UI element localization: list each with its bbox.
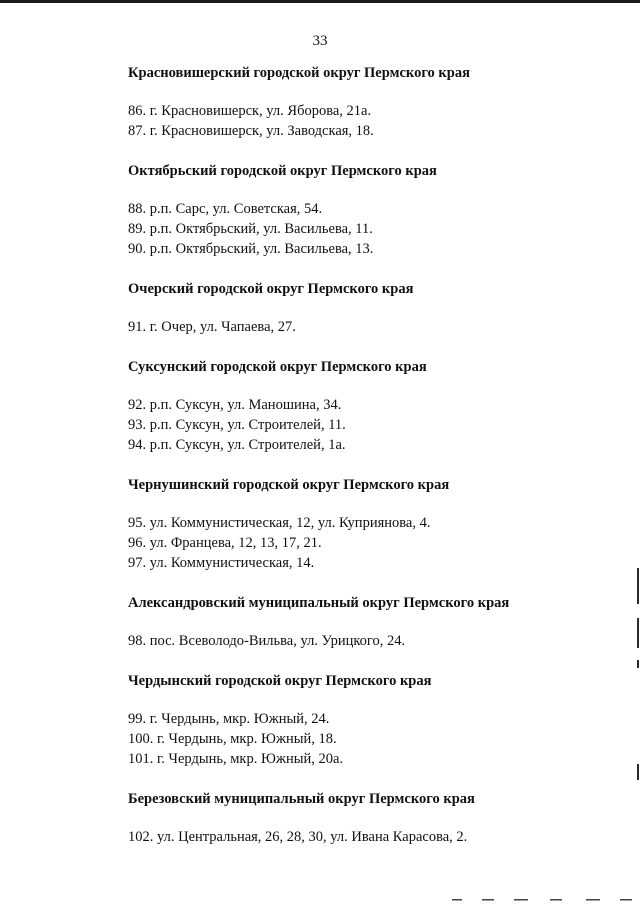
scan-mark [637, 568, 639, 604]
address-item: 89. р.п. Октябрьский, ул. Васильева, 11. [128, 221, 373, 237]
top-border-line [0, 0, 640, 3]
scan-mark [637, 660, 639, 668]
address-list [128, 395, 628, 455]
section-title: Октябрьский городской округ Пермского края [128, 163, 437, 179]
section-title: Суксунский городской округ Пермского края [128, 359, 427, 375]
address-list [128, 827, 628, 847]
section [128, 671, 628, 769]
scan-mark [637, 618, 639, 648]
address-item: 86. г. Красновишерск, ул. Яборова, 21а. [128, 103, 372, 119]
address-item: 88. р.п. Сарс, ул. Советская, 54. [128, 201, 323, 217]
address-item: 92. р.п. Суксун, ул. Маношина, 34. [128, 397, 342, 413]
address-list [128, 199, 628, 259]
section-title: Красновишерский городской округ Пермского края [128, 65, 470, 81]
section [128, 357, 628, 455]
address-list [128, 631, 628, 651]
section [128, 279, 628, 337]
address-list [128, 101, 628, 141]
address-item: 102. ул. Центральная, 26, 28, 30, ул. Ивана Карасова, 2. [128, 829, 468, 845]
address-item: 101. г. Чердынь, мкр. Южный, 20а. [128, 751, 344, 767]
address-item: 100. г. Чердынь, мкр. Южный, 18. [128, 731, 337, 747]
address-list [128, 317, 628, 337]
section [128, 789, 628, 847]
address-item: 98. пос. Всеволодо-Вильва, ул. Урицкого, 24. [128, 633, 406, 649]
document-body [128, 63, 628, 847]
address-list [128, 709, 628, 769]
address-item: 91. г. Очер, ул. Чапаева, 27. [128, 319, 296, 335]
scan-mark [637, 764, 639, 780]
address-list [128, 513, 628, 573]
section-title: Очерский городской округ Пермского края [128, 281, 414, 297]
section [128, 161, 628, 259]
address-item: 99. г. Чердынь, мкр. Южный, 24. [128, 711, 330, 727]
section-title: Чернушинский городской округ Пермского края [128, 477, 450, 493]
address-item: 95. ул. Коммунистическая, 12, ул. Куприянова, 4. [128, 515, 431, 531]
section [128, 63, 628, 141]
address-item: 87. г. Красновишерск, ул. Заводская, 18. [128, 123, 374, 139]
address-item: 93. р.п. Суксун, ул. Строителей, 11. [128, 417, 346, 433]
address-item: 96. ул. Францева, 12, 13, 17, 21. [128, 535, 322, 551]
address-item: 90. р.п. Октябрьский, ул. Васильева, 13. [128, 241, 374, 257]
address-item: 97. ул. Коммунистическая, 14. [128, 555, 315, 571]
section [128, 593, 628, 651]
section [128, 475, 628, 573]
section-title: Березовский муниципальный округ Пермского края [128, 791, 475, 807]
bottom-dash-line [0, 898, 640, 902]
section-title: Александровский муниципальный округ Пермского края [128, 595, 510, 611]
address-item: 94. р.п. Суксун, ул. Строителей, 1а. [128, 437, 346, 453]
section-title: Чердынский городской округ Пермского края [128, 673, 432, 689]
page-number: 33 [312, 33, 328, 49]
